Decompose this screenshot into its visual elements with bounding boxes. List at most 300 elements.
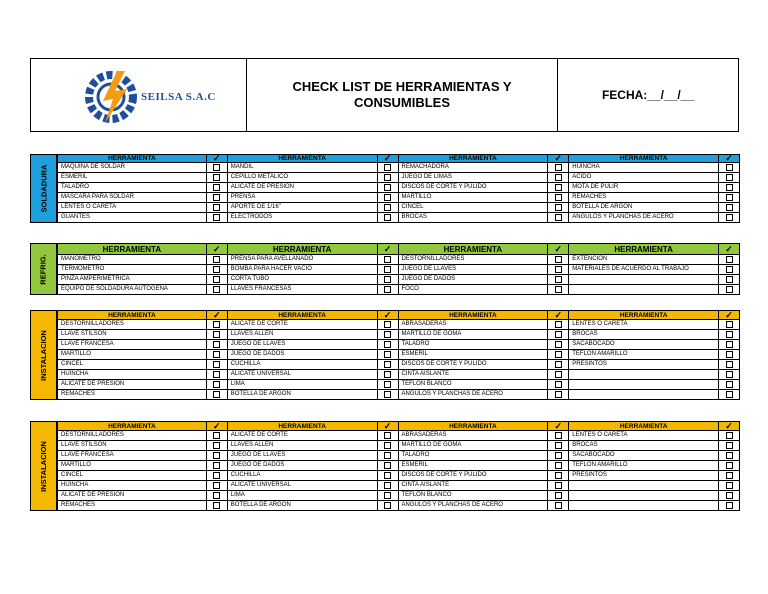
checkbox[interactable]	[555, 472, 562, 479]
checkbox[interactable]	[726, 381, 733, 388]
checkbox-cell[interactable]	[548, 163, 569, 172]
checkbox-cell[interactable]	[719, 203, 740, 212]
checkbox-cell[interactable]	[548, 360, 569, 369]
section-label-text: INSTALACION	[39, 440, 49, 492]
checkbox-cell[interactable]	[207, 431, 228, 440]
column-header	[228, 154, 399, 163]
checkbox-cell[interactable]	[378, 390, 399, 399]
checkbox[interactable]	[555, 462, 562, 469]
checkbox-cell[interactable]	[719, 255, 740, 264]
checkbox[interactable]	[726, 341, 733, 348]
checkbox[interactable]	[213, 432, 220, 439]
tool-name: REMACHES	[57, 501, 207, 510]
checkbox-cell[interactable]	[719, 471, 740, 480]
checkbox-cell[interactable]	[207, 183, 228, 192]
checkbox-cell[interactable]	[548, 380, 569, 389]
checkbox-cell[interactable]	[719, 275, 740, 284]
checkbox-cell[interactable]	[548, 390, 569, 399]
checkbox[interactable]	[213, 204, 220, 211]
checkbox[interactable]	[384, 286, 391, 293]
checkbox[interactable]	[726, 256, 733, 263]
checkbox-cell[interactable]	[378, 471, 399, 480]
checkbox[interactable]	[555, 381, 562, 388]
checkbox-cell[interactable]	[378, 285, 399, 294]
checkbox-cell[interactable]	[207, 481, 228, 490]
checkbox[interactable]	[384, 256, 391, 263]
tool-name: JUEGO DE LLAVES	[228, 340, 378, 349]
checkbox-cell[interactable]	[207, 265, 228, 274]
checkbox-cell[interactable]	[207, 213, 228, 222]
checklist-row	[228, 285, 399, 295]
checkbox[interactable]	[384, 194, 391, 201]
tool-name: TALADRO	[399, 340, 549, 349]
checkbox[interactable]	[213, 452, 220, 459]
checkbox[interactable]	[213, 462, 220, 469]
tool-name: LLAVE FRANCESA	[57, 451, 207, 460]
tool-name: DISCOS DE CORTE Y PULIDO	[399, 360, 549, 369]
checklist-row	[57, 330, 228, 340]
column-header-label: HERRAMIENTA	[228, 311, 378, 319]
tool-name: PRESINTOS	[569, 360, 719, 369]
checkbox-cell[interactable]	[719, 431, 740, 440]
checkbox-cell[interactable]	[719, 481, 740, 490]
checkbox-cell[interactable]	[719, 320, 740, 329]
checkbox-cell[interactable]	[719, 285, 740, 294]
checkbox[interactable]	[555, 194, 562, 201]
checkbox-cell[interactable]	[207, 193, 228, 202]
checkbox-cell[interactable]	[719, 491, 740, 500]
checkbox-cell[interactable]	[548, 370, 569, 379]
checkbox[interactable]	[726, 194, 733, 201]
checkbox[interactable]	[213, 214, 220, 221]
checkbox[interactable]	[213, 341, 220, 348]
checklist-row	[569, 441, 740, 451]
checkbox-cell[interactable]	[378, 451, 399, 460]
checkbox[interactable]	[726, 351, 733, 358]
checkbox-cell[interactable]	[719, 390, 740, 399]
checkbox-cell[interactable]	[719, 193, 740, 202]
checkbox[interactable]	[555, 256, 562, 263]
checkbox-cell[interactable]	[207, 390, 228, 399]
checkbox-cell[interactable]	[548, 501, 569, 510]
checkbox[interactable]	[555, 361, 562, 368]
document-title: CHECK LIST DE HERRAMIENTAS Y CONSUMIBLES	[247, 59, 558, 131]
checkbox-cell[interactable]	[207, 501, 228, 510]
tool-name: ALICATE UNIVERSAL	[228, 370, 378, 379]
checkbox[interactable]	[213, 266, 220, 273]
checkbox-cell[interactable]	[207, 461, 228, 470]
checkbox[interactable]	[213, 361, 220, 368]
tool-name	[569, 370, 719, 379]
checkbox-cell[interactable]	[207, 320, 228, 329]
checkbox-cell[interactable]	[548, 340, 569, 349]
checkbox[interactable]	[213, 492, 220, 499]
checklist-row	[399, 173, 570, 183]
checkbox[interactable]	[555, 442, 562, 449]
checkbox[interactable]	[213, 442, 220, 449]
checkbox[interactable]	[384, 321, 391, 328]
checkbox-cell[interactable]	[548, 173, 569, 182]
checkbox-cell[interactable]	[207, 360, 228, 369]
checkbox-cell[interactable]	[548, 203, 569, 212]
checkbox[interactable]	[384, 502, 391, 509]
checkbox[interactable]	[555, 351, 562, 358]
checklist-row	[399, 380, 570, 390]
checklist-row	[57, 390, 228, 400]
checkbox[interactable]	[555, 321, 562, 328]
checkbox[interactable]	[384, 266, 391, 273]
tool-name: FOCO	[399, 285, 549, 294]
checkbox[interactable]	[726, 286, 733, 293]
checkbox-cell[interactable]	[548, 265, 569, 274]
checklist-row	[228, 370, 399, 380]
checkbox[interactable]	[726, 214, 733, 221]
checkbox-cell[interactable]	[719, 340, 740, 349]
column-header-label: HERRAMIENTA	[399, 244, 549, 254]
checklist-row	[228, 360, 399, 370]
tool-name: ESMERIL	[399, 461, 549, 470]
checkbox[interactable]	[384, 452, 391, 459]
checklist-row	[399, 441, 570, 451]
checkbox-cell[interactable]	[548, 330, 569, 339]
checklist-row	[57, 203, 228, 213]
checkbox-cell[interactable]	[548, 193, 569, 202]
checkbox[interactable]	[213, 502, 220, 509]
checklist-row	[228, 461, 399, 471]
tool-name: TEFLON BLANCO	[399, 380, 549, 389]
checkbox[interactable]	[213, 164, 220, 171]
checkbox-cell[interactable]	[378, 203, 399, 212]
column-header	[57, 154, 228, 163]
checkbox[interactable]	[726, 164, 733, 171]
checkbox-cell[interactable]	[207, 380, 228, 389]
checkbox-cell[interactable]	[548, 255, 569, 264]
column-header	[228, 310, 399, 320]
tool-name: REMACHES	[569, 193, 719, 202]
checkbox[interactable]	[213, 331, 220, 338]
checklist-row	[569, 330, 740, 340]
checkbox[interactable]	[726, 331, 733, 338]
checkbox-cell[interactable]	[378, 380, 399, 389]
checkbox[interactable]	[726, 184, 733, 191]
tool-name	[569, 491, 719, 500]
checkbox[interactable]	[384, 361, 391, 368]
checkbox[interactable]	[555, 391, 562, 398]
checkbox-cell[interactable]	[548, 451, 569, 460]
checklist-row	[57, 173, 228, 183]
checkbox[interactable]	[384, 341, 391, 348]
checkbox[interactable]	[726, 442, 733, 449]
checkbox[interactable]	[555, 492, 562, 499]
checklist-row	[228, 265, 399, 275]
checkbox-cell[interactable]	[548, 213, 569, 222]
checkbox-cell[interactable]	[207, 471, 228, 480]
checklist-grid	[57, 243, 740, 295]
column-header-label: HERRAMIENTA	[228, 155, 378, 162]
checkbox[interactable]	[213, 482, 220, 489]
checkbox[interactable]	[555, 204, 562, 211]
checkbox-cell[interactable]	[378, 491, 399, 500]
checkbox-cell[interactable]	[378, 183, 399, 192]
checkbox-cell[interactable]	[378, 431, 399, 440]
checkbox[interactable]	[555, 184, 562, 191]
checkbox[interactable]	[384, 184, 391, 191]
checkbox-cell[interactable]	[207, 173, 228, 182]
checkbox[interactable]	[213, 472, 220, 479]
checkbox-cell[interactable]	[719, 441, 740, 450]
checkbox[interactable]	[726, 276, 733, 283]
checkbox[interactable]	[555, 452, 562, 459]
checkbox[interactable]	[213, 184, 220, 191]
checkbox-cell[interactable]	[378, 275, 399, 284]
checkbox[interactable]	[384, 276, 391, 283]
checkbox[interactable]	[555, 432, 562, 439]
tool-name: CINTA AISLANTE	[399, 481, 549, 490]
tool-name: APORTE DE 1/16"	[228, 203, 378, 212]
checkbox[interactable]	[384, 442, 391, 449]
checkbox-cell[interactable]	[378, 370, 399, 379]
checkbox[interactable]	[384, 381, 391, 388]
tool-name: ALICATE UNIVERSAL	[228, 481, 378, 490]
checklist-row	[569, 451, 740, 461]
checkbox-cell[interactable]	[378, 461, 399, 470]
tool-name: PRENSA	[228, 193, 378, 202]
checkbox-cell[interactable]	[378, 441, 399, 450]
checkbox-cell[interactable]	[719, 501, 740, 510]
checkbox[interactable]	[384, 371, 391, 378]
tool-name: JUEGO DE LLAVES	[228, 451, 378, 460]
checkbox-cell[interactable]	[378, 265, 399, 274]
tool-name: PRENSA PARA AVELLANADO	[228, 255, 378, 264]
checkbox[interactable]	[726, 321, 733, 328]
checkbox[interactable]	[384, 214, 391, 221]
checklist-row	[569, 285, 740, 295]
column-header	[399, 243, 570, 255]
checkbox-cell[interactable]	[548, 441, 569, 450]
checkbox-cell[interactable]	[548, 275, 569, 284]
checklist-row	[228, 213, 399, 223]
checkbox-cell[interactable]	[719, 370, 740, 379]
checkbox-cell[interactable]	[207, 203, 228, 212]
checklist-row	[399, 350, 570, 360]
checkbox-cell[interactable]	[548, 285, 569, 294]
tool-name: CINTA AISLANTE	[399, 370, 549, 379]
checkbox[interactable]	[213, 321, 220, 328]
section-label-text: SOLDADURA	[39, 164, 49, 213]
checkbox[interactable]	[384, 331, 391, 338]
checkbox[interactable]	[384, 204, 391, 211]
checkbox-cell[interactable]	[207, 370, 228, 379]
checkbox[interactable]	[726, 361, 733, 368]
tool-name: ALICATE DE PRESION	[57, 380, 207, 389]
header	[30, 58, 739, 132]
checkbox-cell[interactable]	[548, 481, 569, 490]
tool-name: DESTORNILLADORES	[57, 431, 207, 440]
checkbox-cell[interactable]	[378, 501, 399, 510]
checkbox[interactable]	[213, 381, 220, 388]
checkbox-cell[interactable]	[207, 491, 228, 500]
checklist-row	[399, 183, 570, 193]
checklist-column	[57, 421, 228, 511]
checklist-row	[57, 275, 228, 285]
checklist-row	[569, 431, 740, 441]
checkbox[interactable]	[213, 371, 220, 378]
checklist-row	[57, 183, 228, 193]
checklist-row	[399, 390, 570, 400]
checklist-row	[228, 173, 399, 183]
checkbox[interactable]	[213, 174, 220, 181]
checkbox[interactable]	[726, 502, 733, 509]
checkbox[interactable]	[555, 266, 562, 273]
tool-name: LLAVES ALLEN	[228, 330, 378, 339]
checklist-row	[228, 441, 399, 451]
checkbox-cell[interactable]	[548, 183, 569, 192]
checkbox[interactable]	[384, 164, 391, 171]
checkbox-cell[interactable]	[207, 340, 228, 349]
checkbox[interactable]	[555, 174, 562, 181]
checkbox-cell[interactable]	[719, 360, 740, 369]
checkbox[interactable]	[213, 286, 220, 293]
checkbox[interactable]	[384, 391, 391, 398]
tool-name: MANOMETRO	[57, 255, 207, 264]
checklist-row	[57, 441, 228, 451]
checkbox-cell[interactable]	[378, 330, 399, 339]
checklist-row	[399, 370, 570, 380]
checkbox-cell[interactable]	[548, 320, 569, 329]
checkbox-cell[interactable]	[378, 255, 399, 264]
checkbox-cell[interactable]	[548, 461, 569, 470]
checkbox[interactable]	[726, 472, 733, 479]
checkbox-cell[interactable]	[378, 213, 399, 222]
checklist-column	[228, 310, 399, 400]
checkbox-cell[interactable]	[378, 350, 399, 359]
checkbox-cell[interactable]	[719, 163, 740, 172]
checkbox[interactable]	[555, 164, 562, 171]
checklist-row	[228, 380, 399, 390]
checkbox[interactable]	[213, 391, 220, 398]
checkbox-cell[interactable]	[207, 275, 228, 284]
checkbox[interactable]	[555, 276, 562, 283]
checkbox-cell[interactable]	[378, 163, 399, 172]
checkbox[interactable]	[726, 266, 733, 273]
checkbox-cell[interactable]	[719, 265, 740, 274]
checklist-column	[569, 243, 740, 295]
checkbox-cell[interactable]	[548, 350, 569, 359]
checkbox-cell[interactable]	[719, 451, 740, 460]
checkbox[interactable]	[213, 256, 220, 263]
checklist-row	[399, 265, 570, 275]
checkbox[interactable]	[726, 371, 733, 378]
tool-name: CORTA TUBO	[228, 275, 378, 284]
checkbox-cell[interactable]	[548, 431, 569, 440]
tool-name: ALICATE DE PRESION	[57, 491, 207, 500]
checkbox-cell[interactable]	[378, 340, 399, 349]
checkbox-cell[interactable]	[207, 441, 228, 450]
checkbox-cell[interactable]	[378, 320, 399, 329]
tool-name: BOTELLA DE ARGON	[228, 390, 378, 399]
checkbox-cell[interactable]	[207, 255, 228, 264]
checkbox-cell[interactable]	[207, 285, 228, 294]
checklist-row	[569, 370, 740, 380]
checkbox-cell[interactable]	[548, 491, 569, 500]
column-header-label: HERRAMIENTA	[57, 422, 207, 430]
checkbox-cell[interactable]	[719, 183, 740, 192]
column-header-label: HERRAMIENTA	[228, 244, 378, 254]
checkbox[interactable]	[384, 472, 391, 479]
checkbox[interactable]	[555, 371, 562, 378]
checkbox[interactable]	[213, 276, 220, 283]
checkbox-cell[interactable]	[719, 380, 740, 389]
checkbox[interactable]	[555, 331, 562, 338]
checkbox[interactable]	[726, 174, 733, 181]
checkbox[interactable]	[555, 502, 562, 509]
checkbox-cell[interactable]	[719, 461, 740, 470]
checkbox[interactable]	[384, 174, 391, 181]
checklist-row	[228, 183, 399, 193]
checkbox[interactable]	[384, 482, 391, 489]
checklist-grid	[57, 154, 740, 223]
checkbox-cell[interactable]	[719, 213, 740, 222]
checkbox[interactable]	[384, 432, 391, 439]
tool-name: MAQUINA DE SOLDAR	[57, 163, 207, 172]
checkbox-cell[interactable]	[207, 350, 228, 359]
checkbox-cell[interactable]	[548, 471, 569, 480]
checkbox[interactable]	[213, 351, 220, 358]
checkbox[interactable]	[555, 286, 562, 293]
checkbox[interactable]	[384, 492, 391, 499]
checkbox[interactable]	[726, 482, 733, 489]
checkbox[interactable]	[555, 341, 562, 348]
checkbox-cell[interactable]	[378, 193, 399, 202]
checkbox[interactable]	[726, 204, 733, 211]
tool-name: ANGULOS Y PLANCHAS DE ACERO	[569, 213, 719, 222]
checklist-row	[57, 163, 228, 173]
checkbox[interactable]	[213, 194, 220, 201]
checkbox-cell[interactable]	[207, 330, 228, 339]
column-header	[228, 243, 399, 255]
checkbox-cell[interactable]	[719, 173, 740, 182]
checkbox[interactable]	[384, 351, 391, 358]
checklist-column	[399, 310, 570, 400]
checklist-row	[57, 320, 228, 330]
checkbox[interactable]	[726, 432, 733, 439]
checkbox-cell[interactable]	[719, 350, 740, 359]
checkbox-cell[interactable]	[719, 330, 740, 339]
checkbox[interactable]	[384, 462, 391, 469]
checkbox[interactable]	[726, 462, 733, 469]
checkbox-cell[interactable]	[378, 481, 399, 490]
checklist-row	[569, 163, 740, 173]
tool-name: SACABOCADO	[569, 340, 719, 349]
checklist-row	[569, 275, 740, 285]
checkbox[interactable]	[726, 391, 733, 398]
tool-name: DESTORNILLADORES	[57, 320, 207, 329]
checklist-column	[228, 154, 399, 223]
tool-name	[569, 275, 719, 284]
checklist-row	[57, 380, 228, 390]
checkbox[interactable]	[555, 214, 562, 221]
tool-name: ALICATE DE CORTE	[228, 431, 378, 440]
checkbox[interactable]	[726, 452, 733, 459]
checkbox[interactable]	[555, 482, 562, 489]
checkbox-cell[interactable]	[207, 451, 228, 460]
checklist-row	[228, 431, 399, 441]
checkbox[interactable]	[726, 492, 733, 499]
checkbox-cell[interactable]	[207, 163, 228, 172]
tool-name: ALICATE DE CORTE	[228, 320, 378, 329]
checkbox-cell[interactable]	[378, 360, 399, 369]
checkbox-cell[interactable]	[378, 173, 399, 182]
